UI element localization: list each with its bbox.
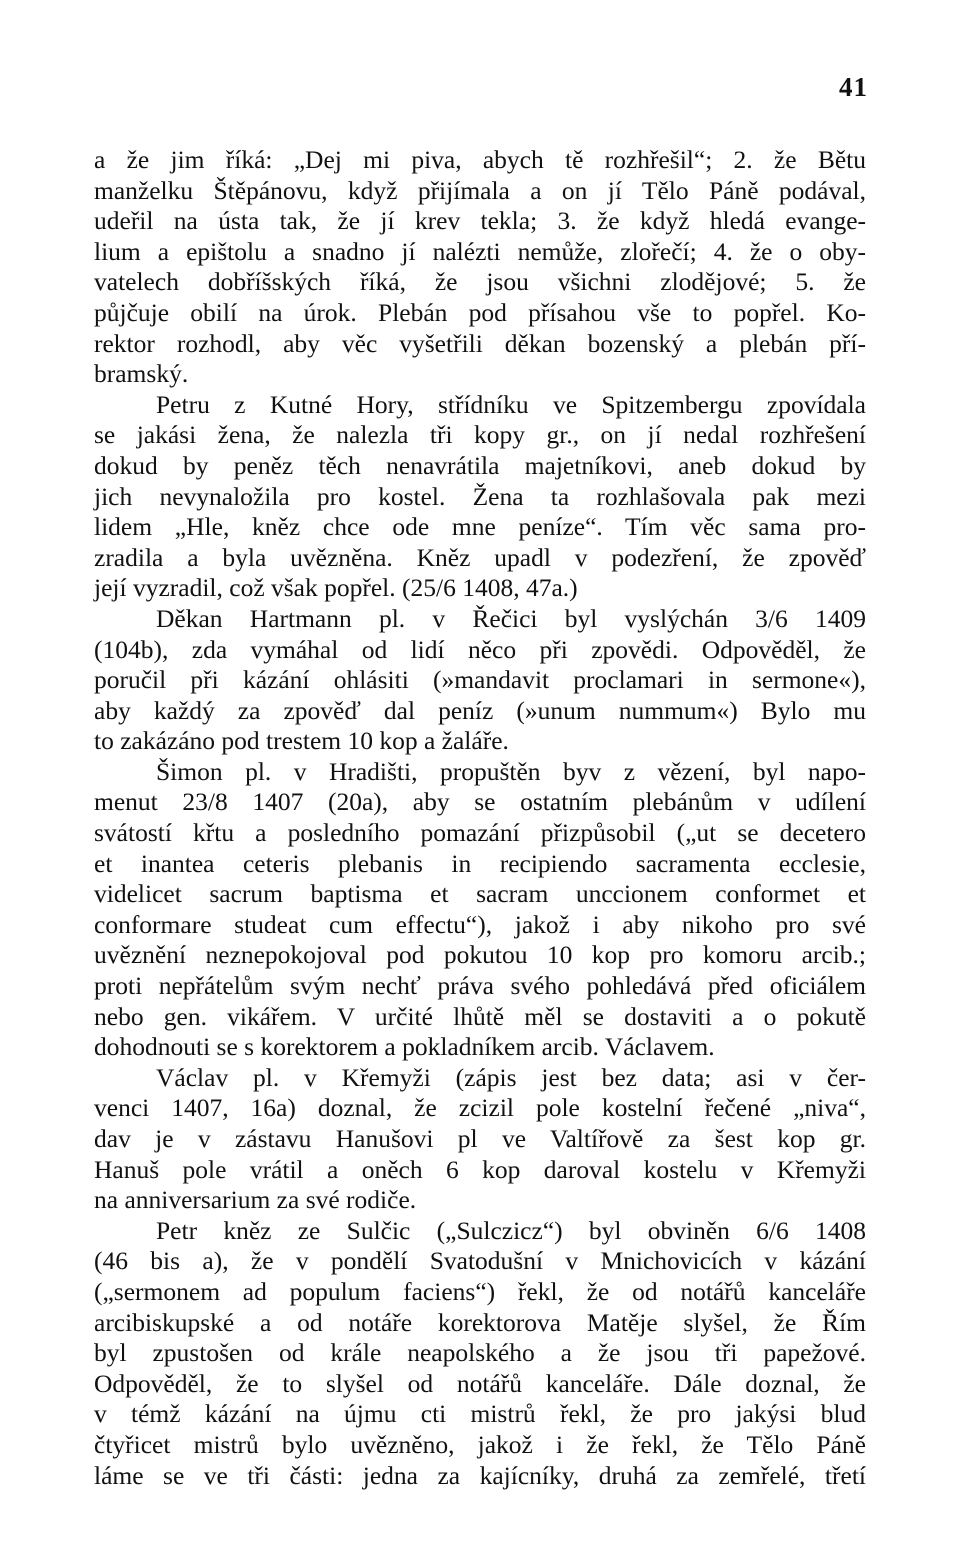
text-line: byl zpustošen od krále neapolského a že jsou tři papežové. bbox=[94, 1338, 866, 1368]
text-line: půjčuje obilí na úrok. Plebán pod přísahou vše to popřel. Ko- bbox=[94, 297, 866, 327]
text-line: conformare studeat cum effectu“), jakož i aby nikoho pro své bbox=[94, 909, 866, 939]
text-line: venci 1407, 16a) doznal, že zcizil pole kostelní řečené „niva“, bbox=[94, 1093, 866, 1123]
text-line: a že jim říká: „Dej mi piva, abych tě rozhřešil“; 2. že Bětu bbox=[94, 145, 866, 174]
text-line: poručil při kázání ohlásiti (»mandavit proclamari in sermone«), bbox=[94, 665, 866, 695]
text-line: („sermonem ad populum faciens“) řekl, že od notářů kanceláře bbox=[94, 1276, 866, 1306]
text-line: láme se ve tři části: jedna za kajícníky, druhá za zemřelé, třetí bbox=[94, 1460, 866, 1490]
text-line: jich nevynaložila pro kostel. Žena ta rozhlašovala pak mezi bbox=[94, 481, 866, 511]
text-line: vatelech dobříšských říká, že jsou všichni zlodějové; 5. že bbox=[94, 267, 866, 297]
text-line: lium a epištolu a snadno jí nalézti nemůže, zlořečí; 4. že o oby- bbox=[94, 236, 866, 266]
text-line: videlicet sacrum baptisma et sacram unccionem conformet et bbox=[94, 879, 866, 909]
text-line: zradila a byla uvězněna. Kněz upadl v podezření, že zpověď bbox=[94, 542, 866, 572]
text-line: (104b), zda vymáhal od lidí něco při zpovědi. Odpověděl, že bbox=[94, 634, 866, 664]
text-line: dokud by peněz těch nenavrátila majetníkovi, aneb dokud by bbox=[94, 450, 866, 480]
text-line: Odpověděl, že to slyšel od notářů kanceláře. Dále doznal, že bbox=[94, 1368, 866, 1398]
text-line: uvěznění neznepokojoval pod pokutou 10 kop pro komoru arcib.; bbox=[94, 940, 866, 970]
paragraph-end-line: to zakázáno pod trestem 10 kop a žaláře. bbox=[94, 726, 509, 756]
body-text bbox=[94, 145, 866, 1491]
text-line: svátostí křtu a posledního pomazání přizpůsobil („ut se decetero bbox=[94, 818, 866, 848]
text-line: Hanuš pole vrátil a oněch 6 kop daroval kostelu v Křemyži bbox=[94, 1154, 866, 1184]
text-line: v témž kázání na újmu cti mistrů řekl, že pro jakýsi blud bbox=[94, 1399, 866, 1429]
paragraph-end-line: bramský. bbox=[94, 359, 189, 389]
paragraph-end-line: její vyzradil, což však popřel. (25/6 1408, 47a.) bbox=[94, 573, 578, 603]
paragraph-end-line: na anniversarium za své rodiče. bbox=[94, 1185, 417, 1215]
paragraph-start-line: Petru z Kutné Hory, střídníku ve Spitzembergu zpovídala bbox=[156, 389, 866, 419]
text-line: manželku Štěpánovu, když přijímala a on jí Tělo Páně podával, bbox=[94, 175, 866, 205]
text-line: dav je v zástavu Hanušovi pl ve Valtířově za šest kop gr. bbox=[94, 1124, 866, 1153]
text-line: proti nepřátelům svým nechť práva svého pohledává před oficiálem bbox=[94, 971, 866, 1001]
paragraph-start-line: Václav pl. v Křemyži (zápis jest bez data; asi v čer- bbox=[156, 1062, 866, 1092]
text-line: se jakási žena, že nalezla tři kopy gr., on jí nedal rozhřešení bbox=[94, 420, 866, 450]
text-line: arcibiskupské a od notáře korektorova Matěje slyšel, že Řím bbox=[94, 1307, 866, 1337]
paragraph-end-line: dohodnouti se s korektorem a pokladníkem arcib. Václavem. bbox=[94, 1032, 715, 1062]
paragraph-start-line: Děkan Hartmann pl. v Řečici byl vyslýchán 3/6 1409 bbox=[156, 603, 866, 633]
paragraph-start-line: Petr kněz ze Sulčic („Sulczicz“) byl obviněn 6/6 1408 bbox=[156, 1215, 866, 1245]
paragraph-start-line: Šimon pl. v Hradišti, propuštěn byv z vězení, byl napo- bbox=[156, 756, 866, 786]
text-line: čtyřicet mistrů bylo uvězněno, jakož i že řekl, že Tělo Páně bbox=[94, 1429, 866, 1459]
text-line: menut 23/8 1407 (20a), aby se ostatním plebánům v udílení bbox=[94, 787, 866, 817]
text-line: (46 bis a), že v pondělí Svatodušní v Mnichovicích v kázání bbox=[94, 1246, 866, 1276]
text-line: nebo gen. vikářem. V určité lhůtě měl se dostaviti a o pokutě bbox=[94, 1001, 866, 1031]
text-line: aby každý za zpověď dal peníz (»unum nummum«) Bylo mu bbox=[94, 695, 866, 725]
text-line: udeřil na ústa tak, že jí krev tekla; 3. že když hledá evange- bbox=[94, 206, 866, 236]
text-line: rektor rozhodl, aby věc vyšetřili děkan bozenský a plebán pří- bbox=[94, 328, 866, 358]
text-line: et inantea ceteris plebanis in recipiendo sacramenta ecclesie, bbox=[94, 848, 866, 878]
text-line: lidem „Hle, kněz chce ode mne peníze“. Tím věc sama pro- bbox=[94, 512, 866, 542]
page-number: 41 bbox=[839, 72, 868, 102]
